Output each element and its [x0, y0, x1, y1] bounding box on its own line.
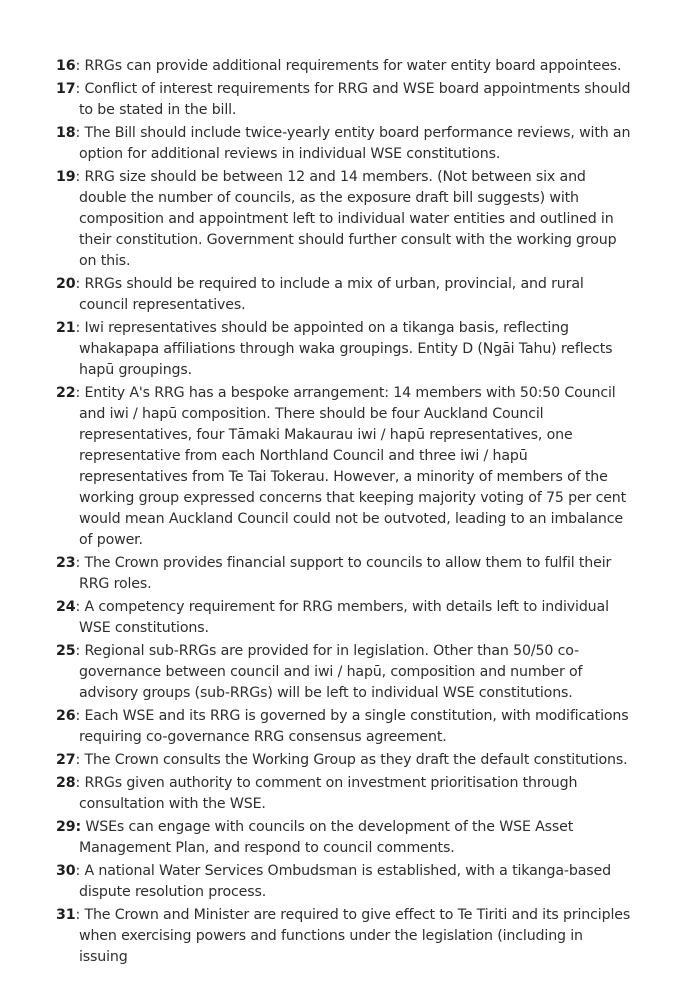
recommendation-number: 20 [56, 276, 76, 292]
recommendation-number: 16 [56, 58, 76, 74]
recommendation-text: The Bill should include twice-yearly entity board performance reviews, with an option for additional reviews in individual WSE constitutions. [79, 125, 631, 162]
recommendation-number: 30 [56, 863, 76, 879]
recommendation-23 [56, 553, 634, 595]
recommendation-number: 17 [56, 81, 76, 97]
recommendation-text: RRGs should be required to include a mix of urban, provincial, and rural council representatives. [79, 276, 584, 313]
separator: : [75, 708, 85, 724]
recommendation-number: 22 [56, 385, 76, 401]
recommendation-text: Entity A's RRG has a bespoke arrangement: 14 members with 50:50 Council and iwi / hapū composition. There should be four Auckland Council representatives, four Tāmaki Makaurau iwi / hapū representatives, one representative from each Northland Council and three iwi / hapū representatives from Te Tai Tokerau. However, a minority of members of the working group expressed concerns that keeping majority voting of 75 per cent would mean Auckland Council could not be outvoted, leading to an imbalance of power. [79, 385, 627, 548]
separator: : [75, 643, 85, 659]
recommendation-number: 24 [56, 599, 76, 615]
separator: : [75, 81, 85, 97]
recommendation-text: RRG size should be between 12 and 14 members. (Not between six and double the number of councils, as the exposure draft bill suggests) with composition and appointment left to individual water entities and outlined in their constitution. Government should further consult with the working group on this. [79, 169, 617, 269]
recommendation-number: 18 [56, 125, 76, 141]
recommendation-number: 29: [56, 819, 81, 835]
recommendation-24 [56, 597, 634, 639]
recommendation-text: The Crown and Minister are required to give effect to Te Tiriti and its principles when exercising powers and functions under the legislation (including in issuing [79, 907, 631, 965]
recommendation-20 [56, 274, 634, 316]
recommendation-number: 25 [56, 643, 76, 659]
recommendation-number: 21 [56, 320, 76, 336]
separator: : [75, 752, 85, 768]
recommendation-number: 27 [56, 752, 76, 768]
recommendation-18 [56, 123, 634, 165]
recommendation-text: Each WSE and its RRG is governed by a single constitution, with modifications requiring co-governance RRG consensus agreement. [79, 708, 629, 745]
recommendation-31 [56, 905, 634, 968]
recommendation-text: A competency requirement for RRG members, with details left to individual WSE constitutions. [79, 599, 609, 636]
recommendation-number: 31 [56, 907, 76, 923]
recommendation-17 [56, 79, 634, 121]
recommendation-22 [56, 383, 634, 551]
recommendation-text: WSEs can engage with councils on the development of the WSE Asset Management Plan, and respond to council comments. [79, 819, 574, 856]
separator: : [75, 58, 85, 74]
recommendation-16 [56, 56, 634, 77]
recommendation-29 [56, 817, 634, 859]
recommendation-text: A national Water Services Ombudsman is established, with a tikanga-based dispute resolution process. [79, 863, 611, 900]
recommendation-text: The Crown provides financial support to councils to allow them to fulfil their RRG roles. [79, 555, 612, 592]
recommendation-26 [56, 706, 634, 748]
separator: : [75, 385, 85, 401]
recommendation-27 [56, 750, 634, 771]
recommendation-21 [56, 318, 634, 381]
recommendation-text: RRGs given authority to comment on investment prioritisation through consultation with the WSE. [79, 775, 578, 812]
recommendation-text: Regional sub-RRGs are provided for in legislation. Other than 50/50 co-governance between council and iwi / hapū, composition and number of advisory groups (sub-RRGs) will be left to individual WSE constitutions. [79, 643, 583, 701]
separator: : [75, 907, 85, 923]
recommendation-number: 26 [56, 708, 76, 724]
separator: : [75, 276, 85, 292]
separator: : [75, 599, 85, 615]
recommendation-19 [56, 167, 634, 272]
separator: : [75, 125, 85, 141]
recommendation-number: 28 [56, 775, 76, 791]
separator: : [75, 169, 85, 185]
document-page [56, 56, 634, 970]
separator: : [75, 555, 85, 571]
recommendation-text: RRGs can provide additional requirements for water entity board appointees. [84, 58, 622, 74]
recommendation-number: 23 [56, 555, 76, 571]
separator: : [75, 863, 85, 879]
recommendation-text: The Crown consults the Working Group as they draft the default constitutions. [84, 752, 628, 768]
recommendation-25 [56, 641, 634, 704]
separator: : [75, 320, 85, 336]
recommendation-text: Iwi representatives should be appointed on a tikanga basis, reflecting whakapapa affiliations through waka groupings. Entity D (Ngāi Tahu) reflects hapū groupings. [79, 320, 613, 378]
recommendation-text: Conflict of interest requirements for RRG and WSE board appointments should to be stated in the bill. [79, 81, 631, 118]
separator: : [75, 775, 85, 791]
recommendation-number: 19 [56, 169, 76, 185]
recommendation-28 [56, 773, 634, 815]
recommendation-30 [56, 861, 634, 903]
